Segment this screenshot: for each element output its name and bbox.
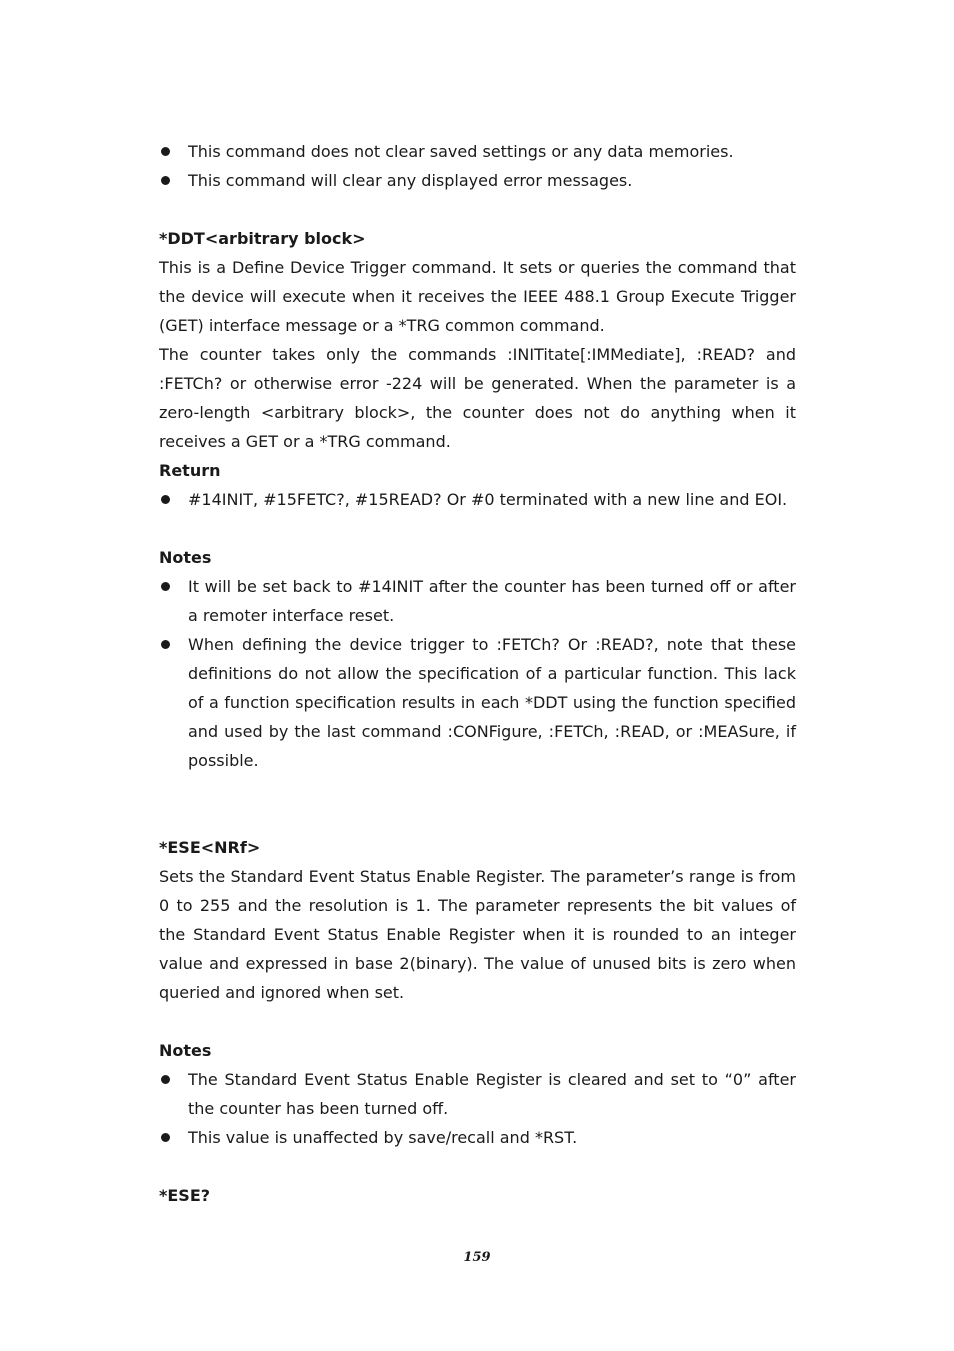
ddt-notes-list bbox=[159, 572, 796, 775]
list-item-text: This command does not clear saved settings or any data memories. bbox=[188, 142, 734, 161]
list-item bbox=[159, 1123, 796, 1152]
bullet-icon bbox=[161, 147, 170, 156]
ddt-return-list bbox=[159, 485, 796, 514]
list-item bbox=[159, 1065, 796, 1123]
list-item-text: It will be set back to #14INIT after the counter has been turned off or after a remoter interface reset. bbox=[188, 577, 796, 625]
list-item bbox=[159, 485, 796, 514]
ese-heading: *ESE<NRf> bbox=[159, 838, 261, 857]
list-item bbox=[159, 166, 796, 195]
list-item-text: When defining the device trigger to :FETCh? Or :READ?, note that these definitions do not allow the specification of a particular function. This lack of a function specification results in each *DDT using the function specified and used by the last command :CONFigure, :FETCh, :READ, or :MEASure, if possible. bbox=[188, 635, 796, 770]
page-number: 159 bbox=[463, 1250, 491, 1265]
ddt-heading: *DDT<arbitrary block> bbox=[159, 229, 366, 248]
bullet-icon bbox=[161, 1075, 170, 1084]
list-item-text: #14INIT, #15FETC?, #15READ? Or #0 terminated with a new line and EOI. bbox=[188, 490, 788, 509]
ddt-notes-heading: Notes bbox=[159, 548, 212, 567]
ese-description: Sets the Standard Event Status Enable Register. The parameter’s range is from 0 to 255 and the resolution is 1. The parameter represents the bit values of the Standard Event Status Enable Register when it is rounded to an integer value and expressed in base 2(binary). The value of unused bits is zero when queried and ignored when set. bbox=[159, 867, 796, 1002]
ddt-description: This is a Define Device Trigger command. It sets or queries the command that the device will execute when it receives the IEEE 488.1 Group Execute Trigger (GET) interface message or a *TRG common command. bbox=[159, 258, 796, 335]
ddt-details: The counter takes only the commands :INITitate[:IMMediate], :READ? and :FETCh? or otherwise error -224 will be generated. When the parameter is a zero-length <arbitrary block>, the counter does not do anything when it receives a GET or a *TRG command. bbox=[159, 345, 796, 451]
ese-notes-list bbox=[159, 1065, 796, 1152]
list-item bbox=[159, 630, 796, 775]
bullet-icon bbox=[161, 582, 170, 591]
ese-query-heading: *ESE? bbox=[159, 1186, 211, 1205]
list-item-text: The Standard Event Status Enable Register is cleared and set to “0” after the counter has been turned off. bbox=[188, 1070, 796, 1118]
bullet-icon bbox=[161, 176, 170, 185]
bullet-icon bbox=[161, 495, 170, 504]
intro-bullet-list bbox=[159, 137, 796, 195]
list-item-text: This value is unaffected by save/recall and *RST. bbox=[188, 1128, 578, 1147]
list-item bbox=[159, 137, 796, 166]
bullet-icon bbox=[161, 640, 170, 649]
list-item bbox=[159, 572, 796, 630]
bullet-icon bbox=[161, 1133, 170, 1142]
ddt-return-heading: Return bbox=[159, 461, 221, 480]
list-item-text: This command will clear any displayed error messages. bbox=[188, 171, 633, 190]
ese-notes-heading: Notes bbox=[159, 1041, 212, 1060]
document-page bbox=[159, 137, 796, 1210]
